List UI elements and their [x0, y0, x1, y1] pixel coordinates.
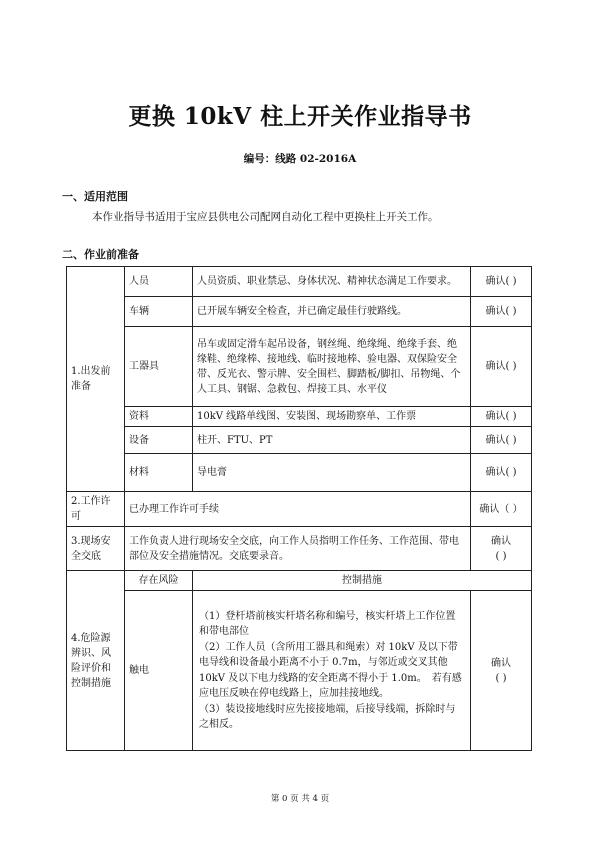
confirm-cell[interactable]: 确认( ): [471, 407, 532, 427]
measure-item: （1）登杆塔前核实杆塔名称和编号，核实杆塔上工作位置和带电部位: [199, 610, 456, 637]
group-label-briefing: 3.现场安全交底: [67, 527, 125, 571]
confirm-label: 确认: [491, 657, 511, 669]
group-label-departure: 1.出发前准备: [67, 267, 125, 492]
confirm-cell[interactable]: [471, 591, 532, 751]
document-title: 更换 10kV 柱上开关作业指导书: [128, 103, 472, 130]
confirm-cell[interactable]: 确认( ): [471, 454, 532, 492]
item-label: 车辆: [125, 297, 193, 327]
section-scope-heading: 一、适用范围: [62, 190, 128, 203]
briefing-content: 工作负责人进行现场安全交底，向工作人员指明工作任务、工作范围、带电部位及安全措施情况。交底要录音。: [125, 527, 471, 571]
confirm-cell[interactable]: 确认（ ）: [471, 492, 532, 527]
table-row: [67, 454, 532, 492]
column-header-measure: 控制措施: [193, 571, 532, 591]
table-row: [67, 407, 532, 427]
item-label: 材料: [125, 454, 193, 492]
risk-name: 触电: [125, 591, 193, 751]
table-row: [67, 427, 532, 454]
page-footer: 第 0 页 共 4 页: [270, 794, 330, 804]
column-header-risk: 存在风险: [125, 571, 193, 591]
item-content: 导电膏: [193, 454, 471, 492]
table-row: [67, 267, 532, 297]
table-row: [67, 327, 532, 407]
item-label: 人员: [125, 267, 193, 297]
table-row: [67, 527, 532, 571]
confirm-cell[interactable]: 确认( ): [471, 427, 532, 454]
table-row: [67, 297, 532, 327]
permit-content: 已办理工作许可手续: [125, 492, 471, 527]
confirm-cell[interactable]: 确认( ): [471, 297, 532, 327]
confirm-label: 确认: [491, 535, 511, 547]
group-label-permit: 2.工作许可: [67, 492, 125, 527]
item-content: 吊车或固定滑车起吊设备，钢丝绳、绝缘绳、绝缘手套、绝缘鞋、绝缘棒、接地线、临时接地棒、验电器、双保险安全带、反光衣、警示牌、安全围栏、脚踏板/脚扣、吊物绳、个人工具、钢锯、急救包、焊接工具、水平仪: [193, 327, 471, 407]
confirm-cell[interactable]: 确认( ): [471, 267, 532, 297]
measure-item: （3）装设接地线时应先接接地端，后接导线端，拆除时与之相反。: [199, 703, 456, 730]
confirm-bracket: ( ): [495, 550, 507, 562]
item-label: 资料: [125, 407, 193, 427]
item-label: 工器具: [125, 327, 193, 407]
confirm-cell[interactable]: [471, 527, 532, 571]
section-prep-heading: 二、作业前准备: [62, 248, 139, 261]
item-label: 设备: [125, 427, 193, 454]
item-content: 10kV 线路单线图、安装图、现场勘察单、工作票: [193, 407, 471, 427]
section-scope-text: 本作业指导书适用于宝应县供电公司配网自动化工程中更换柱上开关工作。: [92, 211, 439, 223]
document-number: 编号：线路 02-2016A: [243, 153, 357, 165]
measure-list: [193, 591, 471, 751]
confirm-cell[interactable]: 确认( ): [471, 327, 532, 407]
measure-item: （2）工作人员（含所用工器具和绳索）对 10kV 及以下带电导线和设备最小距离不小于 0.7m，与邻近或交叉其他 10kV 及以下电力线路的安全距离不得小于 1.0m。 若有感应电压反映在停电线路上，应加挂接地线。: [199, 641, 462, 699]
table-row: [67, 591, 532, 751]
confirm-bracket: ( ): [495, 672, 507, 684]
table-row: [67, 492, 532, 527]
preparation-table: [66, 266, 532, 751]
item-content: 人员资质、职业禁忌、身体状况、精神状态满足工作要求。: [193, 267, 471, 297]
item-content: 柱开、FTU、PT: [193, 427, 471, 454]
item-content: 已开展车辆安全检查，并已确定最佳行驶路线。: [193, 297, 471, 327]
table-row: [67, 571, 532, 591]
group-label-hazard: 4.危险源辨识、风险评价和控制措施: [67, 571, 125, 751]
